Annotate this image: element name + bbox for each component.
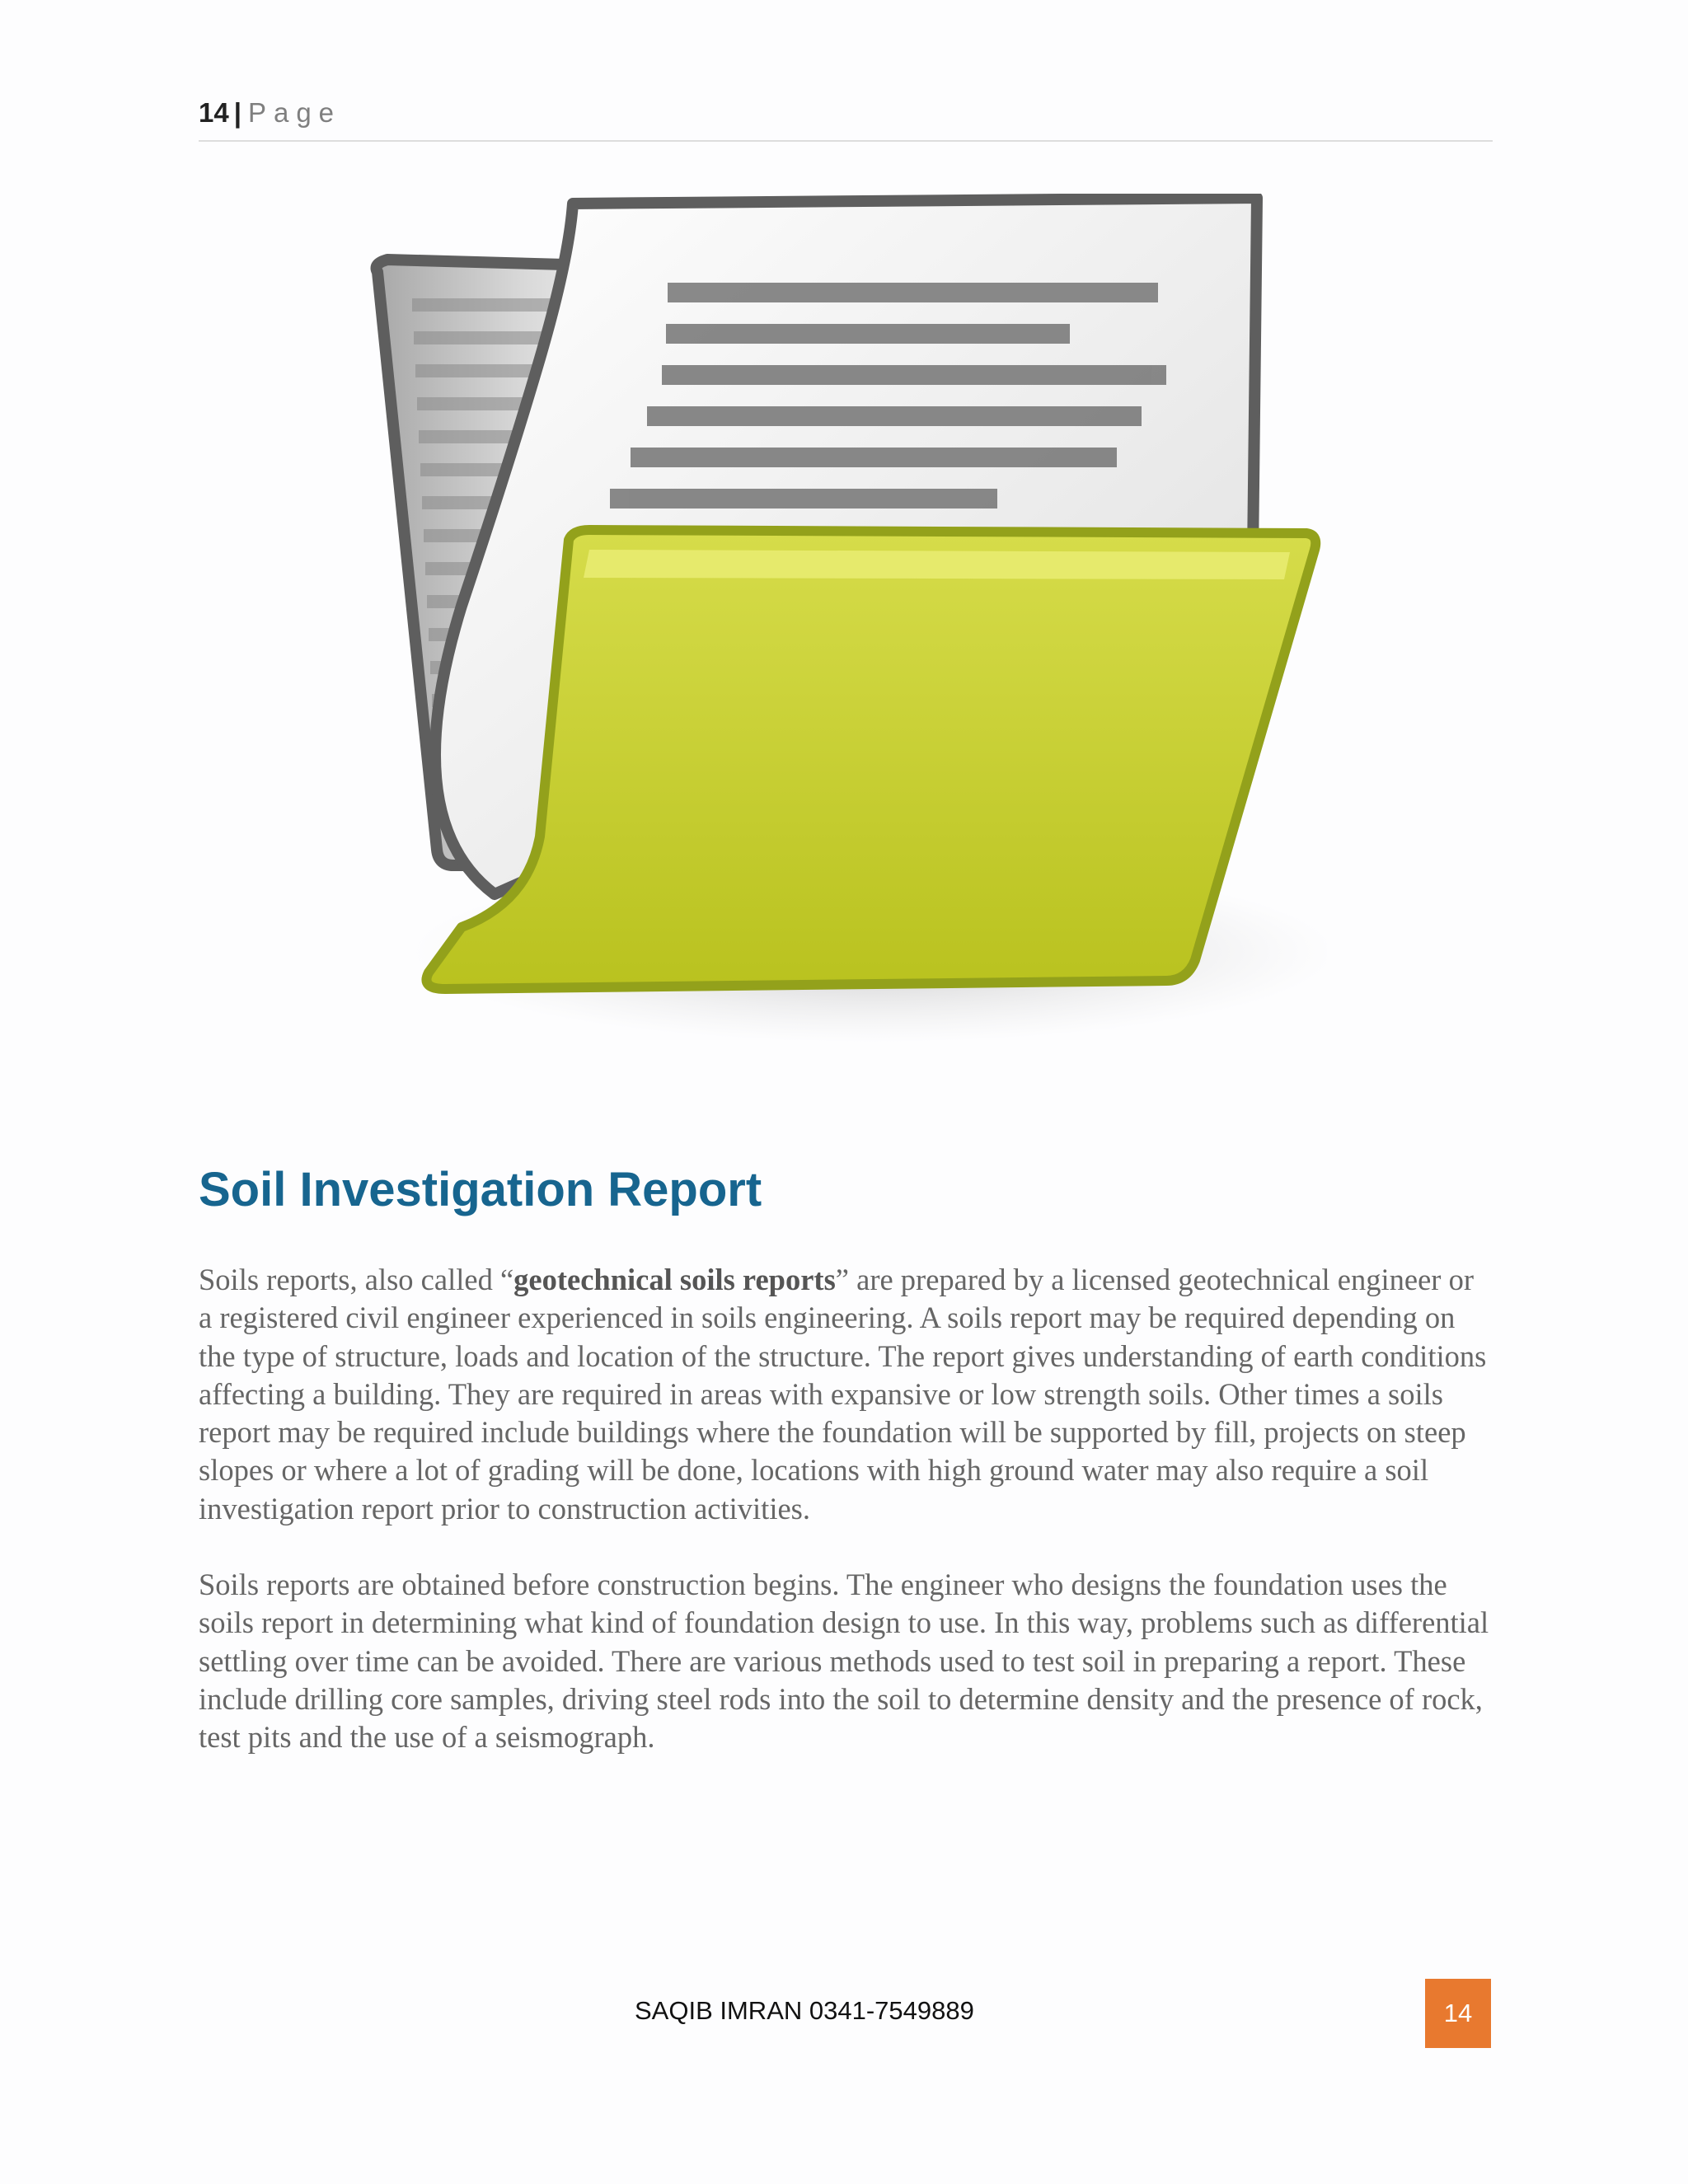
paragraph-2: Soils reports are obtained before construction begins. The engineer who designs the foundation uses the soils report in determining what kind of foundation design to use. In this way, problems such as differential settling over time can be avoided. There are various methods used to test soil in preparing a report. These include drilling core samples, driving steel rods into the soil to determine density and the presence of rock, test pits and the use of a seismograph. (199, 1568, 1489, 1755)
header-separator: | (233, 97, 241, 128)
open-folder-illustration (363, 194, 1327, 1059)
section-title: Soil Investigation Report (199, 1163, 762, 1216)
header-page-word: Page (247, 97, 342, 128)
page-header (199, 97, 1493, 142)
header-page-number: 14 (199, 97, 229, 128)
paragraph-1 (199, 1261, 1493, 1528)
paragraph-1-emphasis: geotechnical soils reports (513, 1263, 836, 1296)
open-folder-with-document-icon (363, 194, 1327, 1059)
body-text (199, 1261, 1493, 1795)
paragraph-1-rest: ” are prepared by a licensed geotechnical engineer or a registered civil engineer experienced in soils engineering. A soils report may be required depending on the type of structure, loads and location of the structure. The report gives understanding of earth conditions affecting a building. They are required in areas with expansive or low strength soils. Other times a soils report may be required include buildings where the foundation will be supported by fill, projects on steep slopes or where a lot of grading will be done, locations with high ground water may also require a soil investigation report prior to construction activities. (199, 1263, 1487, 1526)
footer-page-badge: 14 (1425, 1979, 1491, 2048)
footer-author-phone: SAQIB IMRAN 0341-7549889 (635, 1996, 974, 2025)
paragraph-1-start: Soils reports, also called “ (199, 1263, 514, 1296)
